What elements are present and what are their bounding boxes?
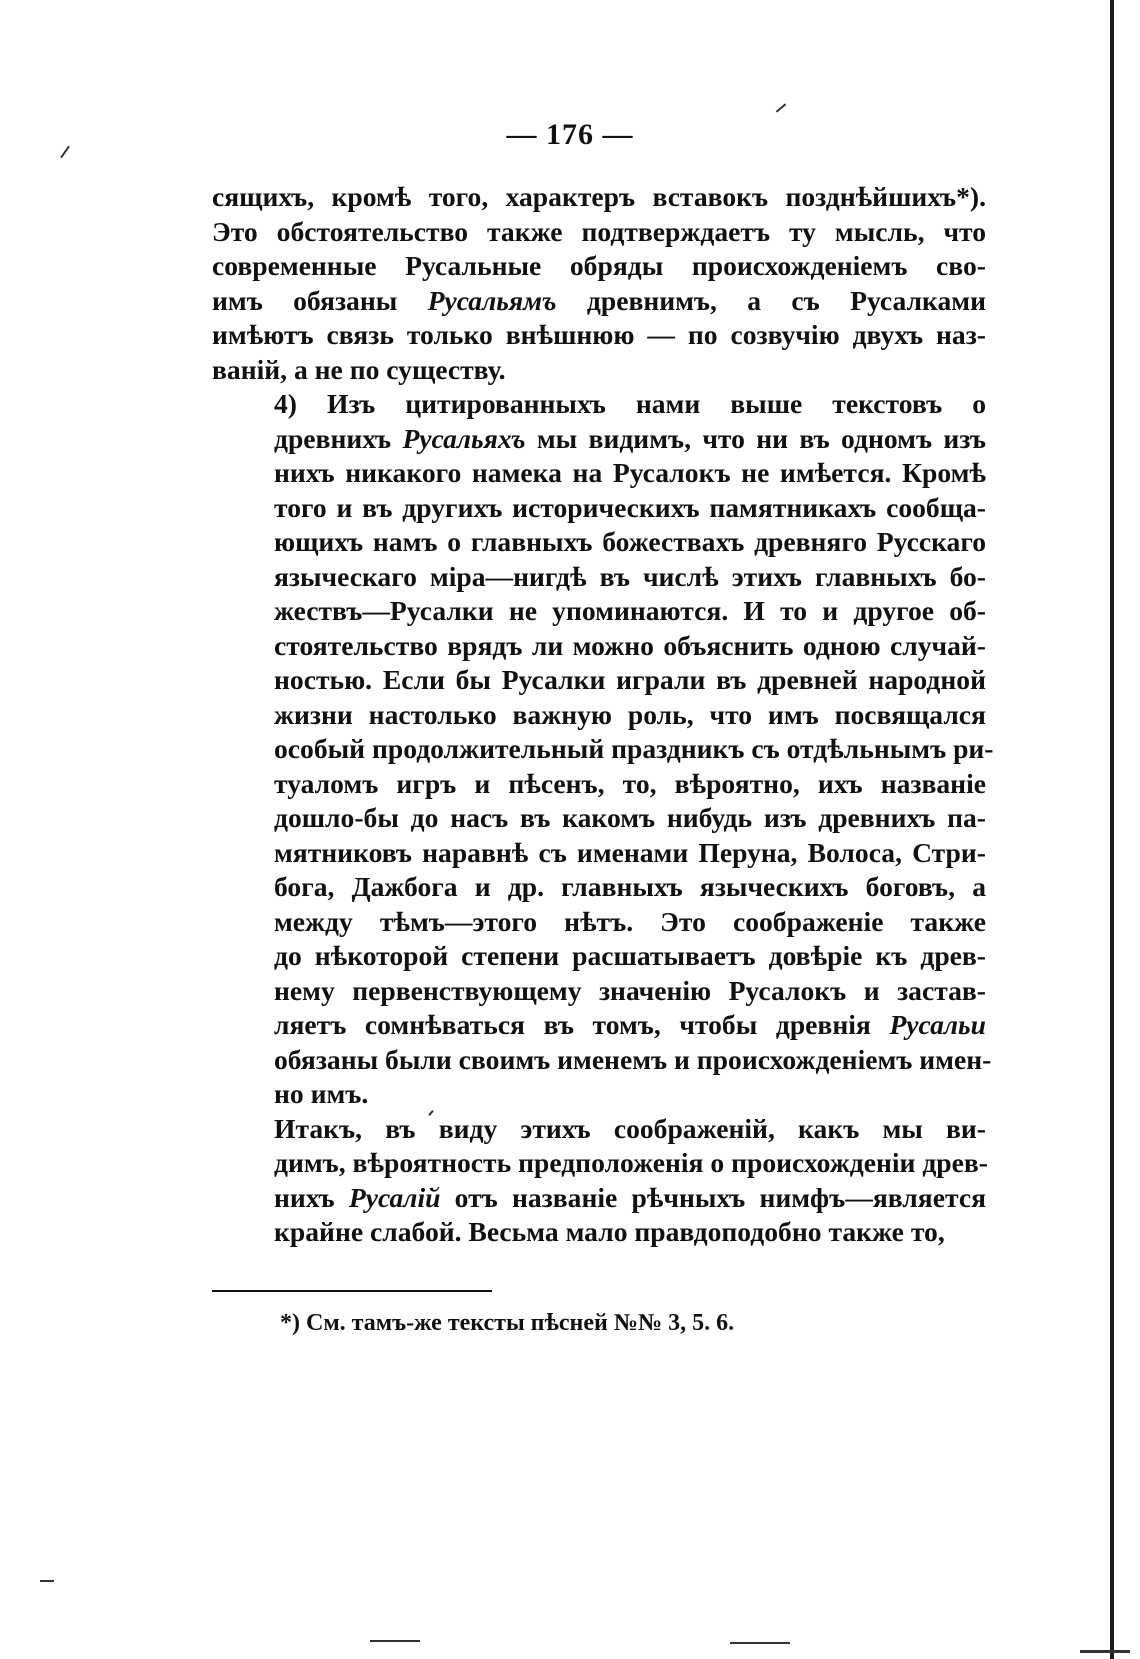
text-line: ностью. Если бы Русалки играли въ древней народной	[274, 664, 986, 695]
text-segment: мы видимъ, что ни въ одномъ изъ	[525, 422, 986, 454]
footnote-rule	[212, 1290, 492, 1292]
italic-term: Русальяхъ	[402, 422, 526, 454]
text-line: языческаго міра—нигдѣ въ числѣ этихъ главныхъ бо-	[274, 560, 986, 592]
paragraph	[212, 180, 986, 387]
text-line: туаломъ игръ и пѣсенъ, то, вѣроятно, ихъ названіе	[274, 767, 986, 799]
text-line: дошло-бы до насъ въ какомъ нибудь изъ древнихъ па-	[274, 802, 986, 833]
scan-speck	[776, 103, 786, 112]
text-segment: древнимъ, а съ Русалками	[556, 284, 986, 316]
text-line: бога, Дажбога и др. главныхъ языческихъ боговъ, а	[274, 871, 986, 902]
text-line	[212, 1008, 986, 1043]
italic-term: Русальямъ	[427, 284, 557, 316]
text-line: того и въ другихъ историческихъ памятникахъ сообща-	[274, 491, 986, 523]
text-segment: древнихъ	[274, 422, 403, 454]
text-line: до нѣкоторой степени расшатываетъ довѣріе къ древ-	[274, 940, 986, 971]
text-line: мятниковъ наравнѣ съ именами Перуна, Волоса, Стри-	[274, 836, 986, 868]
text-line	[212, 422, 986, 457]
page-number: — 176 —	[506, 118, 634, 151]
text-line: Итакъ, въ виду этихъ соображеній, какъ мы ви-	[274, 1112, 986, 1144]
text-line: сящихъ, кромѣ того, характеръ вставокъ позднѣйшихъ*).	[212, 181, 986, 212]
text-line: крайне слабой. Весьма мало правдоподобно также то,	[274, 1216, 945, 1247]
scan-speck	[40, 1580, 54, 1582]
footnote: *) См. тамъ-же тексты пѣсней №№ 3, 5. 6.	[280, 1310, 735, 1336]
scan-edge-line	[1110, 0, 1114, 1659]
text-segment: ляетъ сомнѣваться въ томъ, чтобы древнія	[274, 1009, 890, 1040]
text-line	[212, 1181, 986, 1216]
text-line: современные Русальные обряды происхожденіемъ сво-	[212, 250, 986, 281]
paragraph	[212, 387, 994, 1112]
text-segment: отъ названіе рѣчныхъ нимфъ—является	[440, 1181, 987, 1213]
text-line: 4) Изъ цитированныхъ нами выше текстовъ о	[274, 388, 986, 419]
text-line	[212, 284, 986, 319]
text-line: нихъ никакого намека на Русалокъ не имѣется. Кромѣ	[274, 457, 986, 488]
text-line: димъ, вѣроятность предположенія о происхожденіи древ-	[274, 1147, 988, 1178]
scan-speck	[1080, 1650, 1130, 1653]
scan-speck	[370, 1640, 420, 1642]
text-line: ющихъ намъ о главныхъ божествахъ древняго Русскаго	[274, 526, 986, 557]
body-text	[212, 180, 994, 1250]
text-line: обязаны были своимъ именемъ и происхожденіемъ имен-	[274, 1043, 992, 1075]
text-line: между тѣмъ—этого нѣтъ. Это соображеніе также	[274, 905, 986, 937]
text-segment: имъ обязаны	[212, 284, 428, 316]
italic-term: Русалій	[348, 1181, 441, 1213]
text-line: особый продолжительный праздникъ съ отдѣльнымъ ри-	[274, 733, 994, 764]
text-line: жествъ—Русалки не упоминаются. И то и другое об-	[274, 595, 986, 626]
italic-term: Русальи	[889, 1009, 986, 1040]
text-line: жизни настолько важную роль, что имъ посвящался	[274, 698, 986, 730]
paragraph	[212, 1112, 986, 1250]
text-line: Это обстоятельство также подтверждаетъ ту мысль, что	[212, 215, 986, 247]
scan-speck	[730, 1642, 790, 1644]
text-segment: нихъ	[274, 1181, 349, 1213]
text-line: стоятельство врядъ ли можно объяснить одною случай-	[274, 629, 986, 661]
text-line: но имъ.	[274, 1078, 369, 1109]
text-line: имѣютъ связь только внѣшнюю — по созвучію двухъ наз-	[212, 319, 986, 350]
text-line: нему первенствующему значенію Русалокъ и застав-	[274, 974, 986, 1006]
text-line: ваній, а не по существу.	[212, 353, 506, 385]
